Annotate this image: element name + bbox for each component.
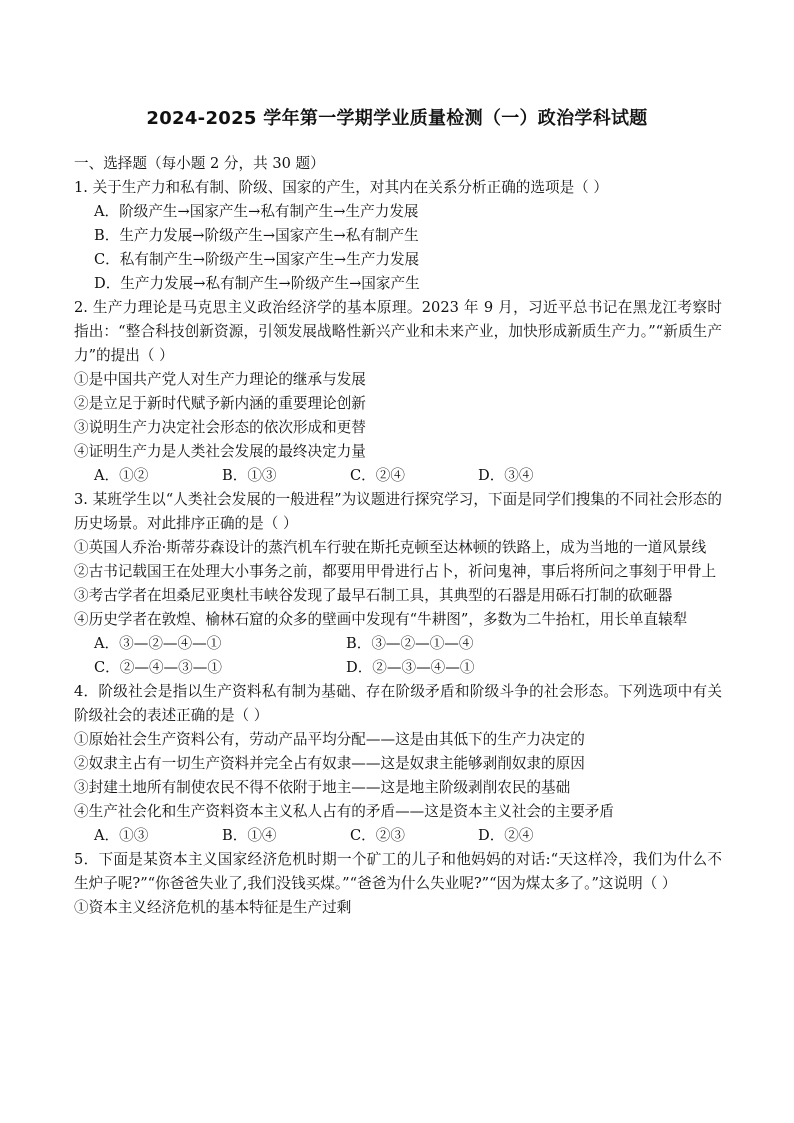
q3-option-c[interactable]: C．②—④—③—① (94, 659, 222, 676)
q1-option-a[interactable]: A．阶级产生→国家产生→私有制产生→生产力发展 (94, 203, 419, 220)
q4-item-3: ③封建土地所有制使农民不得不依附于地主——这是地主阶级剥削农民的基础 (74, 779, 571, 796)
exam-title: 2024-2025 学年第一学期学业质量检测（一）政治学科试题 (146, 108, 648, 129)
q5-stem: 5．下面是某资本主义国家经济危机时期一个矿工的儿子和他妈妈的对话:“天这样冷，我们为什么不生炉子呢?”“你爸爸失业了,我们没钱买煤。”“爸爸为什么失业呢?”“因为煤太多了。”这说明（ ） (74, 851, 722, 892)
q1-option-b[interactable]: B．生产力发展→阶级产生→国家产生→私有制产生 (94, 227, 419, 244)
q3-option-d[interactable]: D．②—③—④—① (346, 659, 475, 676)
q3-options-row-2 (74, 656, 722, 680)
q1-option-d[interactable]: D．生产力发展→私有制产生→阶级产生→国家产生 (94, 275, 420, 292)
q2-item-3: ③说明生产力决定社会形态的依次形成和更替 (74, 419, 366, 436)
q2-option-c[interactable]: C．②④ (350, 467, 405, 484)
q4-option-d[interactable]: D．②④ (478, 827, 534, 844)
q3-item-4: ④历史学者在敦煌、榆林石窟的众多的壁画中发现有“牛耕图”，多数为二牛抬杠，用长单直辕犁 (74, 611, 688, 628)
q2-stem: 2. 生产力理论是马克思主义政治经济学的基本原理。2023 年 9 月，习近平总书记在黑龙江考察时指出：“整合科技创新资源，引领发展战略性新兴产业和未来产业，加快形成新质生产力。”“新质生产力”的提出（ ） (74, 299, 722, 364)
q4-option-a[interactable]: A．①③ (94, 827, 149, 844)
q4-options (74, 824, 722, 848)
q3-option-b[interactable]: B．③—②—①—④ (346, 635, 474, 652)
q3-option-a[interactable]: A．③—②—④—① (94, 635, 222, 652)
section-heading: 一、选择题（每小题 2 分，共 30 题） (74, 155, 325, 172)
q1-stem: 1. 关于生产力和私有制、阶级、国家的产生，对其内在关系分析正确的选项是（ ） (74, 179, 608, 196)
q3-item-3: ③考古学者在坦桑尼亚奥杜韦峡谷发现了最早石制工具，其典型的石器是用砾石打制的砍砸器 (74, 587, 673, 604)
q2-item-2: ②是立足于新时代赋予新内涵的重要理论创新 (74, 395, 366, 412)
q3-item-2: ②古书记载国王在处理大小事务之前，都要用甲骨进行占卜，祈问鬼神，事后将所问之事刻于甲骨上 (74, 563, 717, 580)
q4-stem: 4．阶级社会是指以生产资料私有制为基础、存在阶级矛盾和阶级斗争的社会形态。下列选项中有关阶级社会的表述正确的是（ ） (74, 683, 722, 724)
exam-content (74, 152, 722, 920)
q2-item-1: ①是中国共产党人对生产力理论的继承与发展 (74, 371, 366, 388)
q3-item-1: ①英国人乔治·斯蒂芬森设计的蒸汽机车行驶在斯托克顿至达林顿的铁路上，成为当地的一道风景线 (74, 539, 707, 556)
q4-option-b[interactable]: B．①④ (222, 827, 277, 844)
q3-options-row-1 (74, 632, 722, 656)
q2-option-a[interactable]: A．①② (94, 467, 149, 484)
q4-item-4: ④生产社会化和生产资料资本主义私人占有的矛盾——这是资本主义社会的主要矛盾 (74, 803, 614, 820)
q2-item-4: ④证明生产力是人类社会发展的最终决定力量 (74, 443, 366, 460)
q2-option-d[interactable]: D．③④ (478, 467, 534, 484)
q4-item-1: ①原始社会生产资料公有，劳动产品平均分配——这是由其低下的生产力决定的 (74, 731, 585, 748)
q4-option-c[interactable]: C．②③ (350, 827, 405, 844)
q1-option-c[interactable]: C．私有制产生→阶级产生→国家产生→生产力发展 (94, 251, 420, 268)
q5-item-1: ①资本主义经济危机的基本特征是生产过剩 (74, 899, 352, 916)
q2-option-b[interactable]: B．①③ (222, 467, 277, 484)
q3-stem: 3. 某班学生以“人类社会发展的一般进程”为议题进行探究学习，下面是同学们搜集的不同社会形态的历史场景。对此排序正确的是（ ） (74, 491, 722, 532)
q2-options (74, 464, 722, 488)
q4-item-2: ②奴隶主占有一切生产资料并完全占有奴隶——这是奴隶主能够剥削奴隶的原因 (74, 755, 585, 772)
